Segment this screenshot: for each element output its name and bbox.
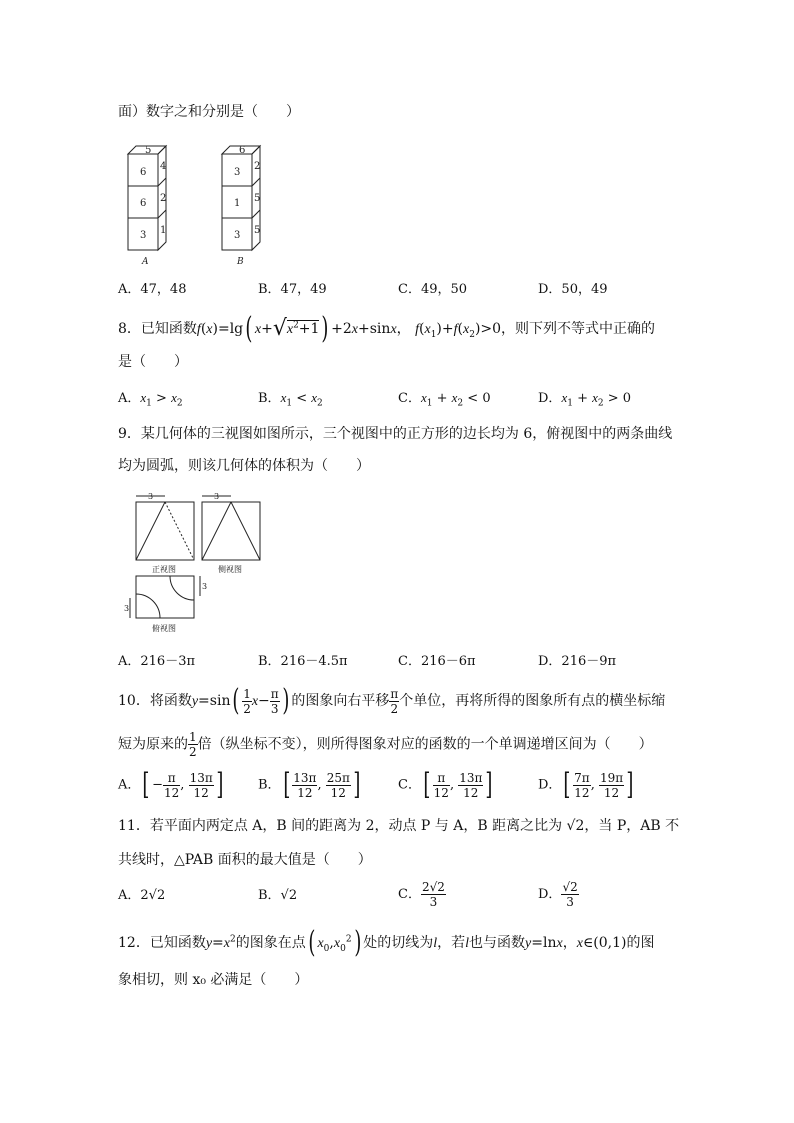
q7-option-c[interactable]: C．49，50 xyxy=(398,282,468,297)
q10-option-a[interactable]: A．[ − $\frac{\pi}{12}$ , $\frac{13\pi}{12}$ ] xyxy=(118,767,224,802)
q10-stem-line2: 短为原来的 $\frac{1}{2}$ 倍（纵坐标不变），则所得图象对应的函数的一个单调递增区间为（ ） xyxy=(118,730,653,759)
cube-a-front-2: 6 xyxy=(140,198,147,209)
q10-option-b[interactable]: B．[ $\frac{13\pi}{12}$ , $\frac{25\pi}{12}$ ] xyxy=(258,767,361,802)
q11-option-b[interactable]: B．√2 xyxy=(258,888,298,903)
q11-stem-line1: 11．若平面内两定点 A，B 间的距离为 2，动点 P 与 A，B 距离之比为 √2，当 P，AB 不 xyxy=(118,818,680,834)
q7-cube-figure xyxy=(122,140,282,266)
cube-a-side-3: 1 xyxy=(160,225,167,236)
q12-stem-line2: 象相切，则 x₀ 必满足（ ） xyxy=(118,972,309,988)
q11-stem-line2: 共线时，△PAB 面积的最大值是（ ） xyxy=(118,852,372,868)
q12-stem-line1: 12．已知函数$y=x^2$的图象在点( $x_0,x_0^2$) 处的切线为l，若l也与函数y=lnx，x∈(0,1)的图 xyxy=(118,925,655,960)
cube-a-label: A xyxy=(142,257,149,266)
cube-b-front-2: 1 xyxy=(234,198,241,209)
q8-stem-line1: 8．已知函数f(x)=lg( $x+√x^2+1) +2x+\sin x$， $f(x_1)+f(x_2)>0$，则下列不等式中正确的 xyxy=(118,311,656,346)
q7-option-d[interactable]: D．50，49 xyxy=(538,282,608,297)
q8-option-a[interactable]: A．$x_1 > x_2$ xyxy=(118,390,183,409)
front-view-label: 正视图 xyxy=(152,565,176,574)
q7-option-b[interactable]: B．47，49 xyxy=(258,282,327,297)
q9-option-c[interactable]: C．216－6π xyxy=(398,654,476,669)
cube-b-top: 6 xyxy=(239,145,246,156)
q9-three-views-figure xyxy=(124,492,274,640)
q11-option-c[interactable]: C． $\frac{2√2}{3}$ xyxy=(398,880,445,909)
q7-stem-tail: 面）数字之和分别是（ ） xyxy=(118,104,300,120)
q10-option-c[interactable]: C．[ $\frac{\pi}{12}$ , $\frac{13\pi}{12}$ ] xyxy=(398,767,493,802)
top-view-dim-left: 3 xyxy=(124,604,130,613)
cube-b-side-2: 5 xyxy=(254,193,261,204)
top-view-dim-right: 3 xyxy=(202,582,208,591)
q9-option-d[interactable]: D．216－9π xyxy=(538,654,617,669)
cube-b-side-3: 5 xyxy=(254,225,261,236)
cube-a-top: 5 xyxy=(145,145,152,156)
cube-a-front-1: 6 xyxy=(140,167,147,178)
cube-a-side-1: 4 xyxy=(160,161,167,172)
side-view-label: 侧视图 xyxy=(218,565,242,574)
q8-option-c[interactable]: C．$x_1 + x_2 < 0$ xyxy=(398,390,491,409)
q9-option-a[interactable]: A．216－3π xyxy=(118,654,196,669)
cube-b-label: B xyxy=(237,257,244,266)
q8-option-b[interactable]: B．$x_1 < x_2$ xyxy=(258,390,323,409)
q9-stem-line1: 9．某几何体的三视图如图所示，三个视图中的正方形的边长均为 6，俯视图中的两条曲线 xyxy=(118,426,673,442)
q10-stem-line1: 10．将函数y=sin( $\frac{1}{2}$ x− $\frac{\pi}{3}$ ) 的图象向右平移 $\frac{\pi}{2}$ 个单位，再将所得的图象所有点的横坐标缩 xyxy=(118,683,666,718)
q7-option-a[interactable]: A．47，48 xyxy=(118,282,187,297)
side-view-dim: 3 xyxy=(214,492,220,501)
cube-b-front-1: 3 xyxy=(234,167,241,178)
q11-option-a[interactable]: A．2√2 xyxy=(118,888,166,903)
q10-option-d[interactable]: D．[ $\frac{7\pi}{12}$ , $\frac{19\pi}{12}$ ] xyxy=(538,767,634,802)
cube-a-front-3: 3 xyxy=(140,230,147,241)
q9-option-b[interactable]: B．216－4.5π xyxy=(258,654,348,669)
cube-b-front-3: 3 xyxy=(234,230,241,241)
q9-stem-line2: 均为圆弧，则该几何体的体积为（ ） xyxy=(118,458,370,474)
q8-stem-line2: 是（ ） xyxy=(118,354,188,370)
cube-a-side-2: 2 xyxy=(160,193,167,204)
q8-option-d[interactable]: D．$x_1 + x_2 > 0$ xyxy=(538,390,632,409)
q11-option-d[interactable]: D． $\frac{√2}{3}$ xyxy=(538,880,578,909)
cube-b-side-1: 2 xyxy=(254,161,261,172)
front-view-dim: 3 xyxy=(148,492,154,501)
top-view-label: 俯视图 xyxy=(152,624,176,633)
